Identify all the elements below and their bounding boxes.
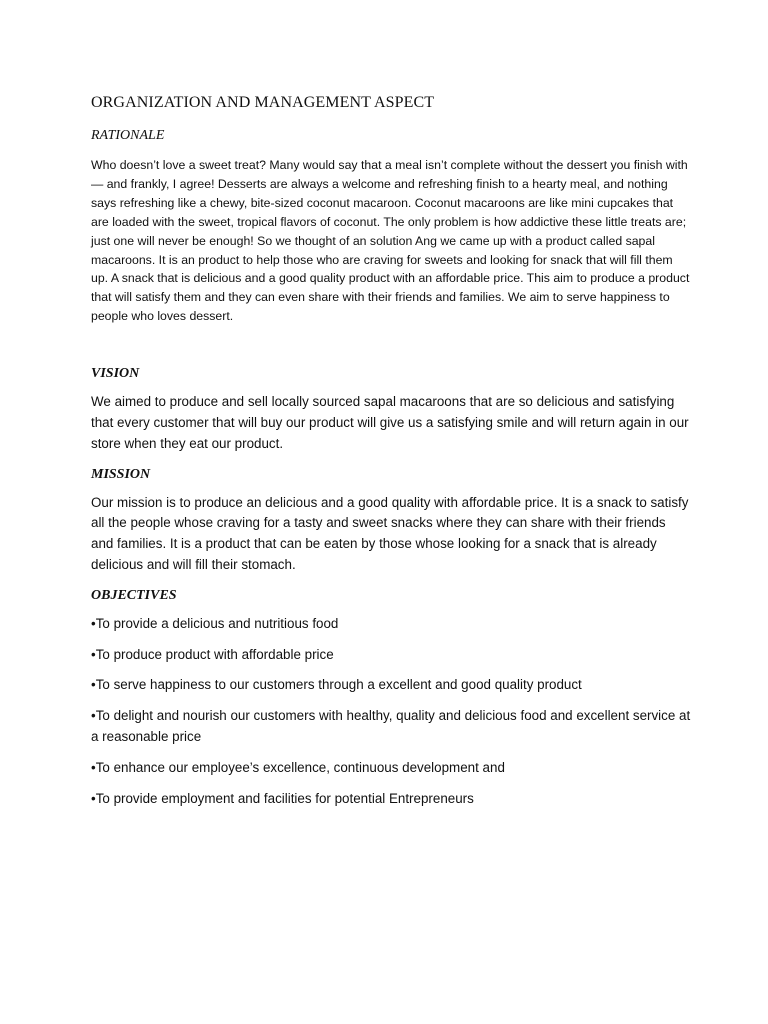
objectives-heading: OBJECTIVES xyxy=(91,587,177,603)
list-item xyxy=(91,758,691,779)
objective-text: To enhance our employee’s excellence, continuous development and xyxy=(95,759,505,775)
objective-text: To delight and nourish our customers with healthy, quality and delicious food and excellent service at a reasonable price xyxy=(91,708,691,744)
list-item xyxy=(91,789,691,810)
bullet-icon: • xyxy=(91,759,96,775)
bullet-icon: • xyxy=(91,646,96,662)
document-page xyxy=(91,92,691,819)
objective-text: To provide employment and facilities for potential Entrepreneurs xyxy=(95,790,474,806)
mission-heading: MISSION xyxy=(91,466,151,482)
bullet-icon: • xyxy=(91,677,96,693)
objective-text: To provide a delicious and nutritious food xyxy=(95,615,339,631)
bullet-icon: • xyxy=(91,615,96,631)
vision-heading: VISION xyxy=(91,366,140,382)
list-item xyxy=(91,645,691,666)
rationale-heading: RATIONALE xyxy=(91,128,165,143)
document-title: ORGANIZATION AND MANAGEMENT ASPECT xyxy=(91,94,435,111)
list-item xyxy=(91,706,691,748)
bullet-icon: • xyxy=(91,708,96,724)
objective-text: To serve happiness to our customers through a excellent and good quality product xyxy=(95,677,582,693)
objectives-list xyxy=(91,614,691,810)
list-item xyxy=(91,675,691,696)
objective-text: To produce product with affordable price xyxy=(95,646,334,662)
list-item xyxy=(91,614,691,635)
bullet-icon: • xyxy=(91,790,96,806)
rationale-text: Who doesn’t love a sweet treat? Many would say that a meal isn’t complete without the dessert you finish with — and frankly, I agree! Desserts are always a welcome and refreshing finish to a hearty meal, and nothing says refreshing like a chewy, bite-sized coconut macaroon. Coconut macaroons are like mini cupcakes that are loaded with the sweet, tropical flavors of coconut. The only problem is how addictive these little treats are; just one will never be enough! So we thought of an solution Ang we came up with a product called sapal macaroons. It is an product to help those who are craving for sweets and looking for snack that will fill them up. A snack that is delicious and a good quality product with an affordable price. This aim to produce a product that will satisfy them and they can even share with their friends and families. We aim to serve happiness to people who loves dessert. xyxy=(91,158,690,324)
mission-text: Our mission is to produce an delicious and a good quality with affordable price. It is a snack to satisfy all the people whose craving for a tasty and sweet snacks where they can share with their friends and families. It is a product that can be eaten by those whose looking for a snack that is already delicious and will fill their stomach. xyxy=(91,494,689,572)
vision-text: We aimed to produce and sell locally sourced sapal macaroons that are so delicious and satisfying that every customer that will buy our product will give us a satisfying smile and will return again in our store when they eat our product. xyxy=(91,394,689,451)
